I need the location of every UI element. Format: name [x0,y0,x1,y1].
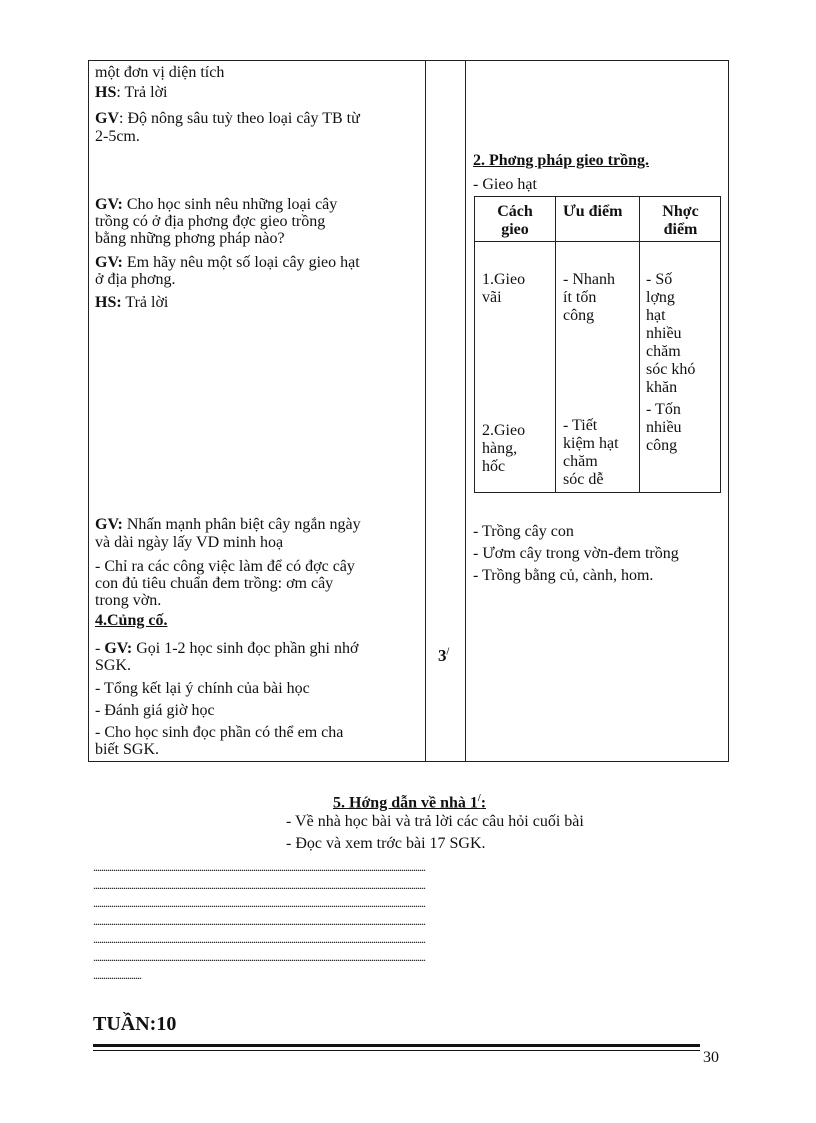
table-header: Ưu điểm [563,203,623,220]
text-line: GV: Độ nông sâu tuỳ theo loại cây TB từ [95,110,360,127]
footer-rule [93,1044,700,1047]
text-line: trong vờn. [95,592,162,609]
table-header: Nhợc điểm [662,203,699,238]
dotted-line: ...................................................................................................................................................................... [93,896,425,910]
dotted-line: ...................................................................................................................................................................... [93,950,425,964]
text-line: - Chỉ ra các công việc làm để có đợc cây [95,558,355,575]
homework-item: - Đọc và xem trớc bài 17 SGK. [286,835,486,852]
text-line: trồng có ở địa phơng đợc gieo trồng [95,213,326,230]
table-cell: - Số lợng hạt nhiều chăm sóc khó khăn [646,271,696,396]
table-header: Cách gieo [497,203,533,238]
text-line: - Đánh giá giờ học [95,702,215,719]
text-line: - GV: Gọi 1-2 học sinh đọc phần ghi nhớ [95,640,359,657]
dotted-line: ...................................................................................................................................................................... [93,860,425,874]
text-line: - Cho học sinh đọc phần có thể em cha [95,724,344,741]
text-line: con đủ tiêu chuẩn đem trồng: ơm cây [95,575,334,592]
dotted-line: ...................................................................................................................................................................... [93,914,425,928]
column-divider [425,60,426,762]
text-line: một đơn vị diện tích [95,64,225,81]
sowing-methods-table [474,196,721,493]
footer-rule [93,1050,700,1051]
text-line: bằng những phơng pháp nào? [95,230,285,247]
dotted-line: ...................................................................................................................................................................... [93,878,425,892]
text-line: GV: Em hãy nêu một số loại cây gieo hạt [95,254,360,271]
text-line: - Trồng cây con [473,523,574,540]
text-line: - Gieo hạt [473,176,537,193]
page-number: 30 [703,1049,719,1066]
text-line: GV: Cho học sinh nêu những loại cây [95,196,338,213]
text-line: ở địa phơng. [95,271,176,288]
dotted-line: ...................................................................................................................................................................... [93,932,425,946]
text-line: - Ươm cây trong vờn-đem trồng [473,545,679,562]
table-cell: - Nhanh ít tốn công [563,271,615,324]
text-line: biết SGK. [95,741,159,758]
week-label: TUẦN:10 [93,1013,177,1035]
homework-heading: 5. Hớng dẫn về nhà 1/: [333,793,487,812]
text-line: HS: Trả lời [95,84,168,101]
text-line: HS: Trả lời [95,294,169,311]
text-line: - Tổng kết lại ý chính của bài học [95,680,310,697]
table-cell: 2.Gieo hàng, hốc [482,422,526,475]
text-line: 2-5cm. [95,128,140,145]
homework-item: - Về nhà học bài và trả lời các câu hỏi cuối bài [286,813,584,830]
text-line: GV: Nhấn mạnh phân biệt cây ngắn ngày [95,516,361,533]
section-heading: 4.Củng cố. [95,612,168,629]
text-line: SGK. [95,657,132,674]
table-cell: 1.Gieo vãi [482,271,526,306]
text-line: - Trồng bằng củ, cành, hom. [473,567,654,584]
dotted-line: ........................ [93,968,141,982]
section-heading: 2. Phơng pháp gieo trồng. [473,152,649,169]
table-cell: - Tốn nhiều công [646,401,682,454]
text-line: và dài ngày lấy VD minh hoạ [95,534,284,551]
table-cell: - Tiết kiệm hạt chăm sóc dễ [563,417,619,488]
time-label: 3/ [438,646,450,665]
column-divider [465,60,466,762]
